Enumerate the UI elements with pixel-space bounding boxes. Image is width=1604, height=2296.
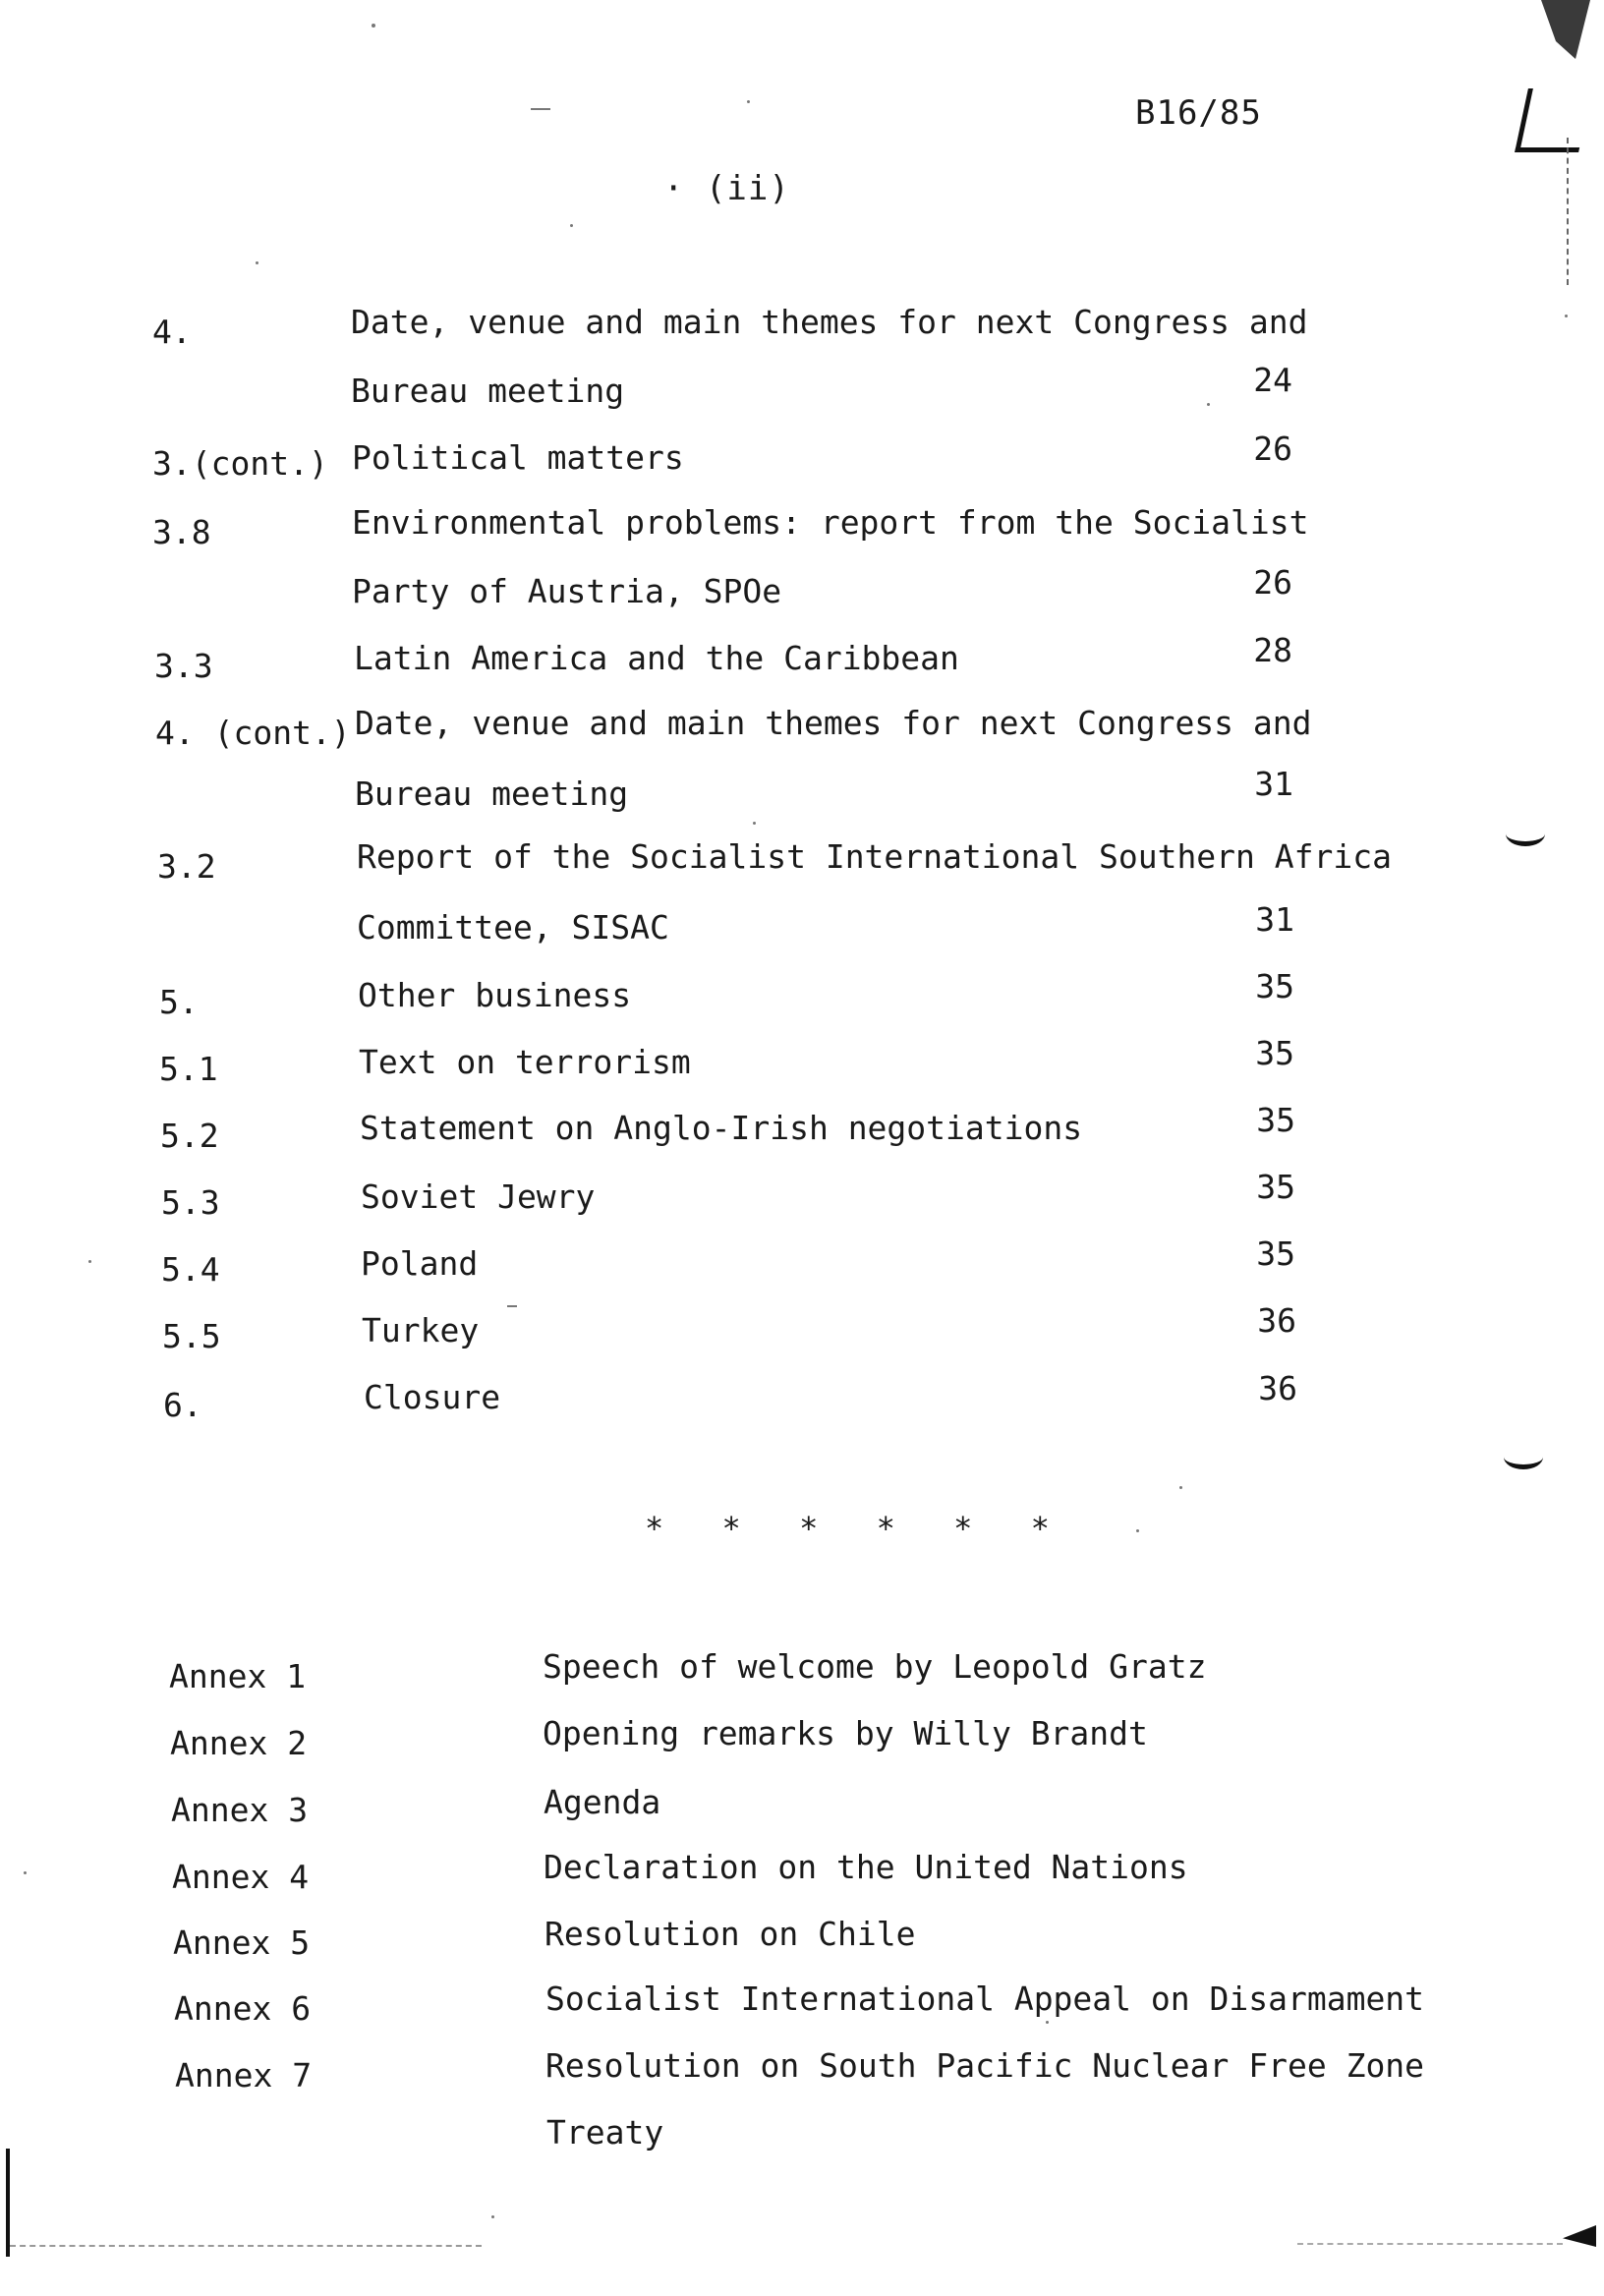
speck — [256, 261, 258, 264]
entry-title-line: Poland — [361, 1244, 479, 1283]
entry-number: 5.1 — [159, 1050, 218, 1088]
speck — [747, 100, 750, 103]
entry-title-line: Party of Austria, SPOe — [352, 572, 782, 610]
annex-title-line: Declaration on the United Nations — [544, 1848, 1188, 1886]
annex-label: Annex 6 — [174, 1989, 312, 2028]
top-right-handwriting — [1515, 88, 1592, 152]
annex-title-line: Speech of welcome by Leopold Gratz — [543, 1647, 1207, 1686]
annex-title-line: Resolution on Chile — [544, 1915, 916, 1953]
entry-number: 3.3 — [154, 647, 213, 685]
entry-page-number: 35 — [1256, 1234, 1295, 1273]
entry-number: 5.5 — [162, 1317, 221, 1355]
entry-number: 5.4 — [161, 1250, 220, 1289]
annex-label: Annex 1 — [169, 1657, 307, 1695]
right-edge-trace — [1567, 138, 1569, 285]
entry-page-number: 36 — [1258, 1369, 1297, 1407]
entry-page-number: 31 — [1254, 765, 1293, 803]
speck — [531, 108, 550, 110]
entry-title-line: Bureau meeting — [355, 775, 629, 813]
entry-title-line: Latin America and the Caribbean — [354, 639, 959, 677]
right-margin-tick-upper — [1506, 822, 1545, 846]
entry-page-number: 35 — [1255, 967, 1294, 1005]
bottom-right-tab-mark — [1563, 2225, 1596, 2247]
entry-page-number: 35 — [1255, 1034, 1294, 1072]
entry-number: 3.8 — [152, 513, 211, 551]
left-edge-line — [6, 2149, 10, 2257]
entry-page-number: 36 — [1257, 1301, 1296, 1340]
annex-label: Annex 2 — [170, 1724, 308, 1762]
document-reference: B16/85 — [1135, 93, 1262, 133]
entry-title-line: Turkey — [362, 1311, 480, 1349]
entry-title-line: Bureau meeting — [351, 372, 625, 410]
speck — [1179, 1486, 1182, 1489]
entry-title-line: Political matters — [352, 438, 684, 477]
speck — [1207, 403, 1210, 406]
annex-title-line: Treaty — [546, 2113, 664, 2152]
entry-title-line: Soviet Jewry — [361, 1177, 596, 1216]
top-right-edge-smudge — [1541, 0, 1590, 59]
bottom-right-dashed-line — [1297, 2243, 1563, 2245]
entry-title-line: Text on terrorism — [359, 1043, 691, 1081]
entry-title-line: Report of the Socialist International Southern Africa — [357, 837, 1392, 876]
entry-title-line: Date, venue and main themes for next Congress and — [351, 303, 1308, 341]
entry-title-line: Environmental problems: report from the Socialist — [352, 503, 1309, 542]
entry-title-line: Statement on Anglo-Irish negotiations — [360, 1109, 1083, 1147]
entry-page-number: 31 — [1255, 900, 1294, 939]
entry-page-number: 35 — [1256, 1168, 1295, 1206]
section-separator: * * * * * * — [645, 1510, 1069, 1547]
entry-number: 5. — [159, 983, 199, 1021]
entry-number: 3.2 — [157, 847, 216, 886]
page-label: · (ii) — [663, 169, 790, 208]
annex-label: Annex 4 — [172, 1858, 310, 1896]
entry-page-number: 28 — [1253, 631, 1292, 669]
entry-number: 3.(cont.) — [152, 444, 328, 483]
entry-number: 6. — [163, 1386, 202, 1424]
entry-page-number: 35 — [1256, 1101, 1295, 1139]
annex-label: Annex 7 — [175, 2056, 313, 2095]
speck — [570, 224, 573, 227]
annex-title-line: Resolution on South Pacific Nuclear Free Zone — [545, 2046, 1425, 2085]
annex-title-line: Agenda — [544, 1783, 661, 1821]
entry-page-number: 26 — [1253, 430, 1292, 468]
entry-number: 5.2 — [160, 1117, 219, 1155]
right-margin-tick-lower — [1504, 1445, 1543, 1469]
entry-number: 4. (cont.) — [155, 714, 351, 752]
annex-label: Annex 5 — [173, 1923, 311, 1962]
bottom-dashed-line — [10, 2245, 482, 2247]
speck — [1565, 315, 1568, 317]
speck — [24, 1871, 27, 1874]
entry-page-number: 26 — [1253, 563, 1292, 602]
speck — [507, 1305, 517, 1307]
annex-title-line: Opening remarks by Willy Brandt — [543, 1714, 1148, 1752]
speck — [88, 1260, 91, 1263]
entry-number: 4. — [152, 313, 192, 351]
annex-title-line: Socialist International Appeal on Disarmament — [545, 1980, 1425, 2018]
speck — [491, 2215, 494, 2218]
entry-number: 5.3 — [161, 1183, 220, 1222]
entry-title-line: Committee, SISAC — [357, 908, 669, 947]
entry-title-line: Date, venue and main themes for next Congress and — [355, 704, 1312, 742]
speck — [1136, 1529, 1139, 1532]
entry-title-line: Other business — [358, 976, 632, 1014]
annex-label: Annex 3 — [171, 1791, 309, 1829]
speck — [372, 24, 375, 28]
entry-page-number: 24 — [1253, 361, 1292, 399]
entry-title-line: Closure — [364, 1378, 501, 1416]
speck — [1046, 2021, 1049, 2024]
speck — [753, 822, 756, 825]
